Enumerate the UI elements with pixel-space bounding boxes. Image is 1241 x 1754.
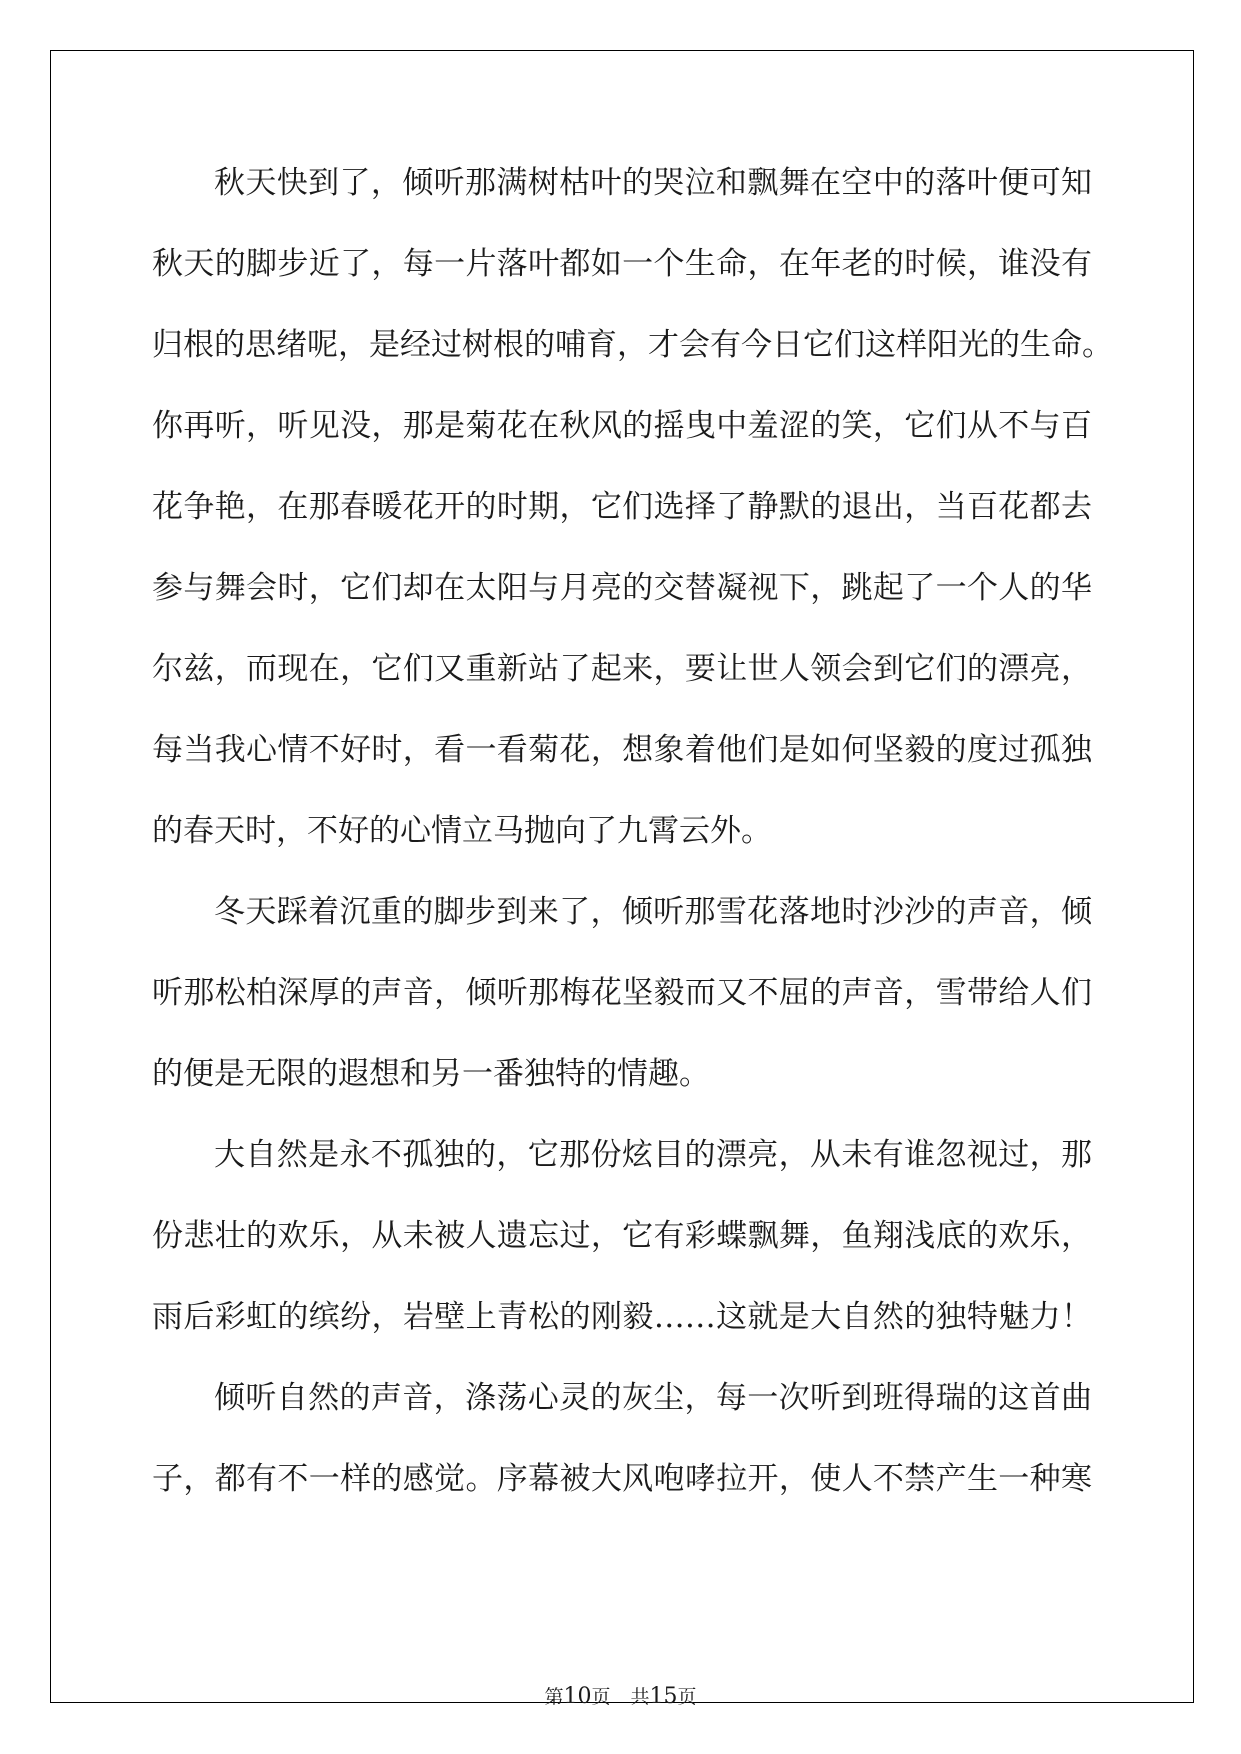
paragraph-first-line: 冬天踩着沉重的脚步到来了，倾听那雪花落地时沙沙的声音，倾 [214, 894, 1092, 930]
text-line: 听那松柏深厚的声音，倾听那梅花坚毅而又不屈的声音，雪带给人们 [152, 975, 1092, 1011]
paragraph-first-line: 大自然是永不孤独的，它那份炫目的漂亮，从未有谁忽视过，那 [214, 1137, 1092, 1173]
footer-page-suffix: 页 [591, 1686, 611, 1708]
text-line: 你再听，听见没，那是菊花在秋风的摇曳中羞涩的笑，它们从不与百 [152, 408, 1092, 444]
footer-total-prefix: 共 [630, 1686, 650, 1708]
text-line: 的便是无限的遐想和另一番独特的情趣。 [152, 1056, 710, 1092]
page-footer [0, 1682, 1241, 1709]
text-line: 秋天的脚步近了，每一片落叶都如一个生命，在年老的时候，谁没有 [152, 246, 1092, 282]
text-line: 参与舞会时，它们却在太阳与月亮的交替凝视下，跳起了一个人的华 [152, 570, 1092, 606]
text-line: 归根的思绪呢，是经过树根的哺育，才会有今日它们这样阳光的生命。 [152, 327, 1113, 363]
footer-page-number: 10 [563, 1684, 592, 1709]
paragraph-first-line: 秋天快到了，倾听那满树枯叶的哭泣和飘舞在空中的落叶便可知 [214, 165, 1092, 201]
text-line: 的春天时，不好的心情立马抛向了九霄云外。 [152, 813, 772, 849]
footer-total-suffix: 页 [677, 1686, 697, 1708]
text-line: 份悲壮的欢乐，从未被人遗忘过，它有彩蝶飘舞，鱼翔浅底的欢乐， [152, 1218, 1092, 1254]
document-body [152, 160, 1113, 1537]
text-line: 花争艳，在那春暖花开的时期，它们选择了静默的退出，当百花都去 [152, 489, 1092, 525]
footer-page-prefix: 第 [544, 1686, 564, 1708]
text-line: 尔兹，而现在，它们又重新站了起来，要让世人领会到它们的漂亮， [152, 651, 1092, 687]
footer-total-pages: 15 [649, 1684, 678, 1709]
text-line: 雨后彩虹的缤纷，岩壁上青松的刚毅……这就是大自然的独特魅力！ [152, 1299, 1092, 1335]
paragraph-first-line: 倾听自然的声音，涤荡心灵的灰尘，每一次听到班得瑞的这首曲 [214, 1380, 1092, 1416]
text-line: 每当我心情不好时，看一看菊花，想象着他们是如何坚毅的度过孤独 [152, 732, 1092, 768]
text-line: 子，都有不一样的感觉。序幕被大风咆哮拉开，使人不禁产生一种寒 [152, 1461, 1092, 1497]
